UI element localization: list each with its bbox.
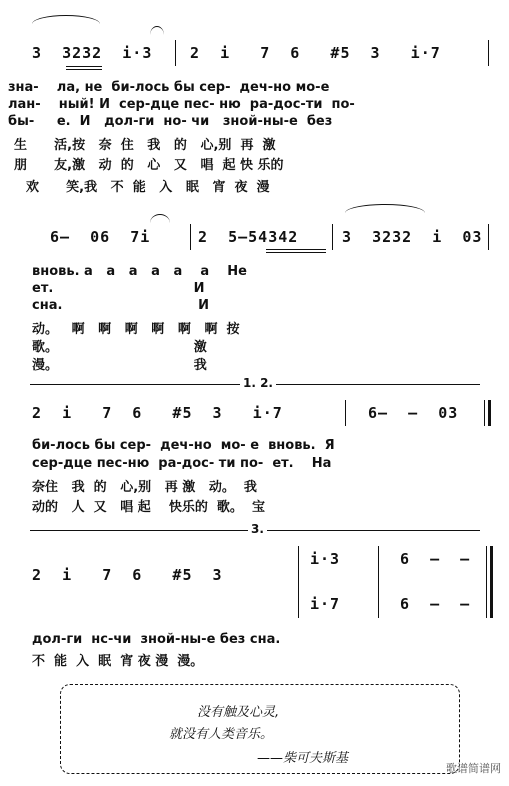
lyric-line: бы- е. И дол-ги но- чи зной-ны-е без [8,114,333,129]
lyric-line: 奈住 我 的 心,别 再 激 动。 我 [32,480,257,495]
bar-line [298,546,299,618]
volta-label: 1. 2. [240,376,276,390]
lyric-line: вновь. а а а а а а Не [32,264,247,279]
notes-measure: 2 i 7 6 #5 3 i·7 [190,44,441,62]
lyric-line: ет. И [32,281,205,296]
final-bar [486,546,493,618]
lyric-line: 动的 人 又 唱 起 快乐的 歌。 宝 [32,500,265,515]
notes-measure: 6— — 03 [368,404,459,422]
lyric-line: 不 能 入 眠 宵 夜 漫 漫。 [32,654,204,669]
lyric-line: зна- ла, не би-лось бы сер- деч-но мо-е [8,80,330,95]
volta-label: 3. [248,522,267,536]
underline [266,249,326,250]
notes-measure: 6 — — [400,550,471,568]
lyric-line: сна. И [32,298,210,313]
underline [66,66,102,67]
quote-line-2: 就没有人类音乐。 [169,727,274,742]
lyric-line: дол-ги нс-чи зной-ны-е без сна. [32,632,281,647]
notes-measure: i·7 [310,595,341,613]
music-line-4-upper [0,550,509,576]
lyric-line: 歌。 激 [32,340,207,355]
bar-line [332,224,333,250]
bar-line [345,400,346,426]
lyric-line: 生 活,按 奈 住 我 的 心,别 再 激 [14,138,276,153]
notes-measure: 2 i 7 6 #5 3 [32,566,223,584]
bar-line [378,546,379,618]
lyric-line: 漫。 我 [32,358,207,373]
tie-arc [150,26,164,35]
lyric-line: 动。 啊 啊 啊 啊 啊 啊 按 [32,322,240,337]
tie-arc [32,15,100,24]
music-line-2 [0,228,509,254]
repeat-end-bar [484,400,491,426]
watermark: 歌谱简谱网 [446,762,501,775]
underline [66,69,102,70]
tie-arc [345,204,425,213]
quote-attribution: ——柴可夫斯基 [257,751,349,766]
quote-box [60,684,460,774]
notes-measure: 3 3232 i·3 [32,44,153,62]
notes-measure: 6— 06 7i [50,228,151,246]
lyric-line: сер-дце пес-ню ра-дос- ти по- ет. На [32,456,332,471]
bar-line [190,224,191,250]
music-line-3 [0,404,509,430]
bar-line [488,40,489,66]
tie-arc [150,214,170,223]
notes-measure: 6 — — [400,595,471,613]
music-line-4-lower [0,595,509,621]
lyric-line: 欢 笑,我 不 能 入 眠 宵 夜 漫 [26,180,270,195]
quote-line-1: 没有触及心灵, [197,705,280,720]
notes-measure: 3 3232 i 03 [342,228,483,246]
underline [266,252,326,253]
lyric-line: би-лось бы сер- деч-но мо- е вновь. Я [32,438,335,453]
lyric-line: 朋 友,激 动 的 心 又 唱 起 快 乐的 [14,158,284,173]
notes-measure: 2 5—54342 [198,228,299,246]
lyric-line: лан- ный! И сер-дце пес- ню ра-дос-ти по- [8,97,355,112]
notes-measure: 2 i 7 6 #5 3 i·7 [32,404,283,422]
notes-measure: i·3 [310,550,341,568]
bar-line [488,224,489,250]
bar-line [175,40,176,66]
